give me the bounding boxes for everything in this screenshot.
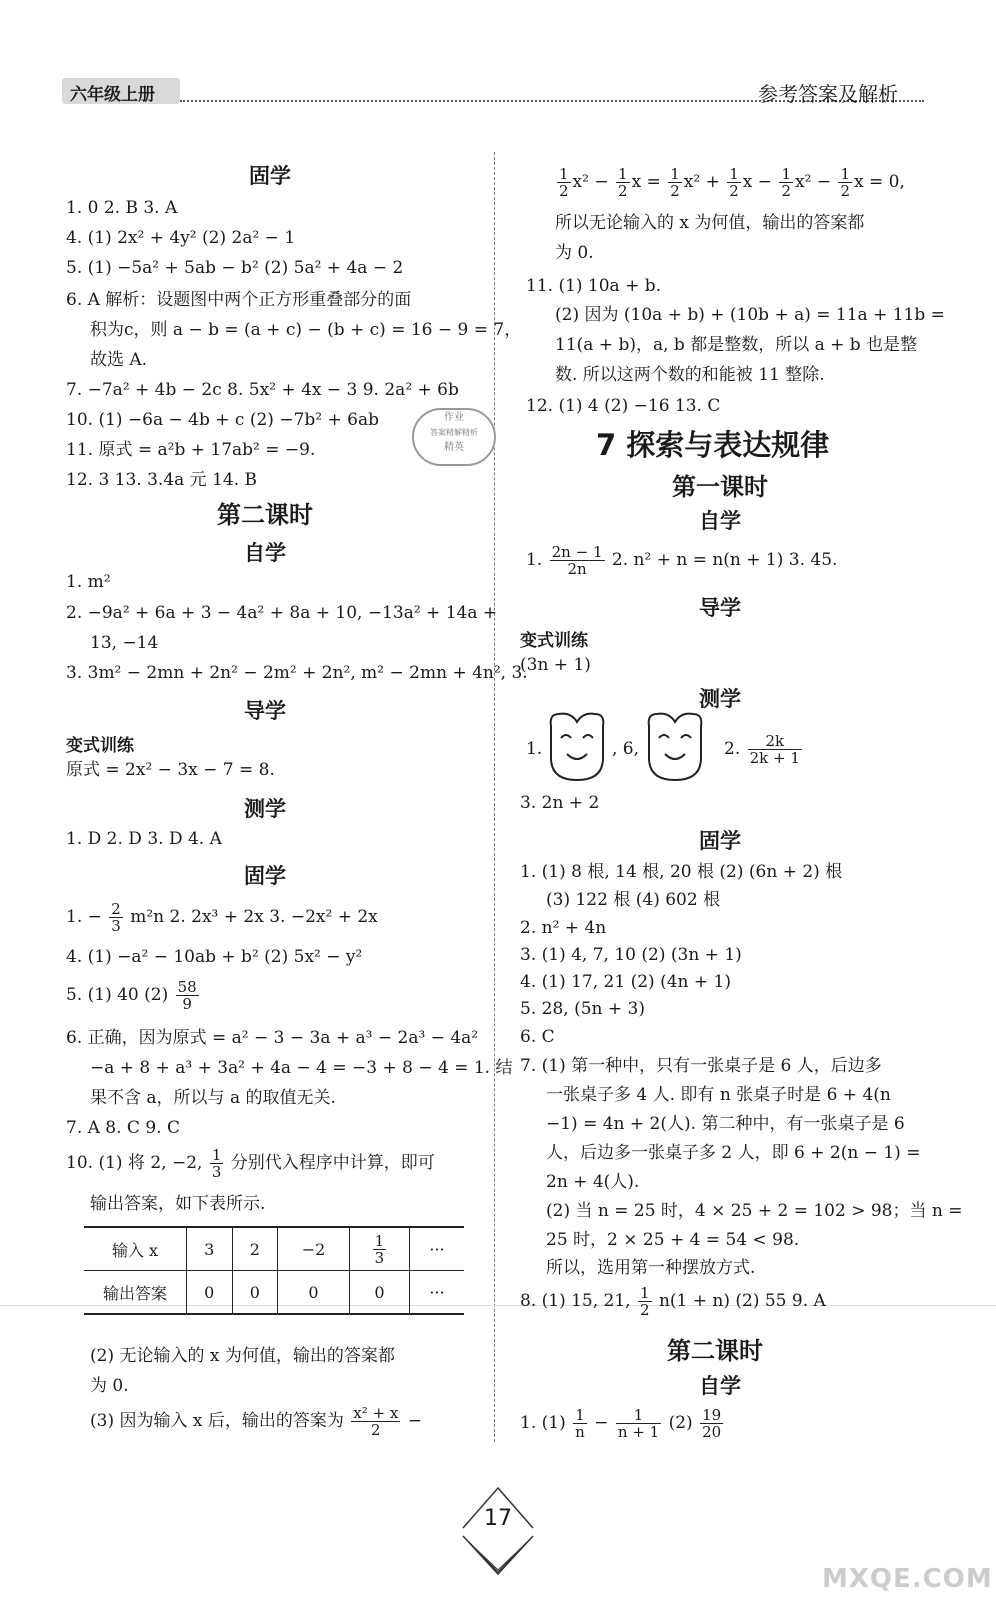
text: x = 0, bbox=[854, 172, 905, 192]
answer-line: 7. A 8. C 9. C bbox=[66, 1118, 180, 1138]
answer-line: 2. n² + 4n bbox=[520, 918, 607, 938]
heading-bianshi-right: 变式训练 bbox=[520, 631, 588, 651]
text: x² + bbox=[683, 172, 720, 192]
fraction-den: 2 bbox=[670, 182, 680, 200]
fraction bbox=[550, 544, 605, 577]
answer-line bbox=[555, 163, 905, 201]
answer-line: 12. 3 13. 3.4a 元 14. B bbox=[66, 470, 258, 490]
answer-line: 原式 = 2x² − 3x − 7 = 8. bbox=[66, 760, 275, 780]
answer-line: −a + 8 + a³ + 3a² + 4a − 4 = −3 + 8 − 4 = 1. 结 bbox=[90, 1058, 513, 1078]
answer-line bbox=[520, 1281, 826, 1321]
fraction-den: 2 bbox=[729, 182, 739, 200]
text: m²n 2. 2x³ + 2x 3. −2x² + 2x bbox=[130, 907, 378, 927]
table-cell: 3 bbox=[187, 1227, 233, 1271]
fraction-num: 2 bbox=[111, 900, 121, 918]
fraction-num: 1 bbox=[840, 165, 850, 183]
answer-line: 3. 2n + 2 bbox=[520, 793, 600, 813]
table-cell: 0 bbox=[232, 1271, 278, 1315]
fraction-num: 1 bbox=[781, 165, 791, 183]
table-cell bbox=[349, 1227, 409, 1271]
table-cell: 0 bbox=[278, 1271, 350, 1315]
fraction-den: 3 bbox=[211, 1163, 222, 1181]
fraction-num: 1 bbox=[559, 165, 569, 183]
fraction bbox=[616, 166, 630, 199]
fraction-den: 9 bbox=[182, 995, 192, 1013]
table-row bbox=[84, 1227, 464, 1271]
fraction bbox=[373, 1233, 387, 1266]
fraction bbox=[351, 1405, 400, 1438]
text: x² − bbox=[794, 172, 832, 192]
text: x = bbox=[631, 172, 661, 192]
fraction-num: 1 bbox=[618, 165, 628, 183]
answer-line: 输出答案，如下表所示. bbox=[90, 1194, 266, 1214]
answer-line: 一张桌子多 4 人. 即有 n 张桌子时是 6 + 4(n bbox=[546, 1085, 891, 1105]
answer-line: 1. D 2. D 3. D 4. A bbox=[66, 829, 222, 849]
fraction-den: 2 bbox=[559, 182, 569, 200]
fraction bbox=[668, 166, 682, 199]
answer-line: 1. bbox=[526, 739, 543, 759]
text: 10. (1) 将 2, −2, bbox=[66, 1153, 203, 1173]
heading-guxue-2: 固学 bbox=[244, 864, 286, 888]
answer-line: 2. −9a² + 6a + 3 − 4a² + 8a + 10, −13a² + 14a + bbox=[66, 603, 498, 623]
answer-line: 12. (1) 4 (2) −16 13. C bbox=[526, 396, 721, 416]
text: − bbox=[594, 1413, 609, 1433]
answer-line: 为 0. bbox=[90, 1376, 129, 1396]
fraction-num: 1 bbox=[211, 1146, 222, 1164]
stamp-top: 作业 bbox=[444, 412, 464, 423]
fraction-den: 3 bbox=[374, 1248, 385, 1267]
fraction-den: n + 1 bbox=[617, 1423, 660, 1441]
answer-line: 3. (1) 4, 7, 10 (2) (3n + 1) bbox=[520, 945, 742, 965]
answer-line bbox=[526, 540, 837, 580]
text: 分别代入程序中计算，即可 bbox=[230, 1153, 435, 1173]
table-cell: ··· bbox=[409, 1227, 464, 1271]
answer-line: (3n + 1) bbox=[520, 655, 591, 675]
answer-line bbox=[724, 729, 804, 769]
fraction-den: 2 bbox=[781, 182, 791, 200]
answer-line: 4. (1) −a² − 10ab + b² (2) 5x² − y² bbox=[66, 947, 363, 967]
answer-line bbox=[66, 898, 378, 936]
fraction bbox=[727, 166, 741, 199]
fraction bbox=[109, 901, 123, 934]
answer-line bbox=[520, 1403, 725, 1443]
answer-line: 果不含 a，所以与 a 的取值无关. bbox=[90, 1088, 336, 1108]
chapter-title: 7 探索与表达规律 bbox=[596, 428, 830, 462]
answer-line: 11(a + b)，a, b 都是整数，所以 a + b 也是整 bbox=[555, 335, 918, 355]
answer-line: 3. 3m² − 2mn + 2n² − 2m² + 2n², m² − 2mn + 4n², 3. bbox=[66, 663, 528, 683]
stamp-seal bbox=[412, 408, 496, 466]
answer-line: 故选 A. bbox=[90, 350, 148, 370]
heading-zixue: 自学 bbox=[244, 541, 286, 565]
text: (2) bbox=[668, 1413, 693, 1433]
text: x − bbox=[742, 172, 773, 192]
heading-cexue-right: 测学 bbox=[699, 687, 741, 711]
text: 2. bbox=[724, 739, 741, 759]
fraction bbox=[700, 1407, 723, 1440]
answer-line: 所以无论输入的 x 为何值，输出的答案都 bbox=[555, 213, 865, 233]
fraction bbox=[210, 1147, 224, 1180]
heading-daoxue: 导学 bbox=[244, 699, 286, 723]
fraction-num: x² + x bbox=[353, 1404, 399, 1422]
fraction bbox=[779, 166, 793, 199]
heading-daoxue-right: 导学 bbox=[699, 596, 741, 620]
answer-line: , 6, bbox=[612, 739, 640, 759]
answer-line bbox=[66, 976, 201, 1014]
answer-line: 积为c，则 a − b = (a + c) − (b + c) = 16 − 9 = 7， bbox=[90, 320, 522, 340]
answer-line: 4. (1) 17, 21 (2) (4n + 1) bbox=[520, 972, 731, 992]
fraction-den: n bbox=[575, 1423, 585, 1441]
fraction-den: 3 bbox=[111, 917, 121, 935]
header-section-title: 参考答案及解析 bbox=[758, 82, 898, 106]
smiley-face-icon bbox=[643, 708, 707, 784]
fraction-num: 1 bbox=[573, 1407, 587, 1424]
table-cell: 0 bbox=[349, 1271, 409, 1315]
smiley-face-icon bbox=[545, 708, 609, 784]
answer-line: 6. C bbox=[520, 1027, 555, 1047]
answer-line: 1. m² bbox=[66, 572, 111, 592]
fraction-num: 58 bbox=[177, 978, 197, 996]
fraction bbox=[176, 979, 199, 1012]
page-number: 17 bbox=[484, 1506, 512, 1531]
table-cell: 输入 x bbox=[84, 1227, 187, 1271]
answer-line: 11. 原式 = a²b + 17ab² = −9. bbox=[66, 440, 316, 460]
heading-guxue-1: 固学 bbox=[249, 164, 291, 188]
input-output-table bbox=[84, 1226, 464, 1315]
fraction-num: 1 bbox=[640, 1284, 650, 1302]
fraction-den: 2 bbox=[618, 182, 628, 200]
heading-lesson-2-right: 第二课时 bbox=[667, 1337, 763, 1365]
fraction bbox=[638, 1285, 652, 1318]
fraction-den: 2 bbox=[371, 1421, 381, 1439]
heading-guxue-right: 固学 bbox=[699, 829, 741, 853]
table-cell: 0 bbox=[187, 1271, 233, 1315]
text: − bbox=[407, 1411, 422, 1431]
fraction-den: 20 bbox=[702, 1423, 722, 1441]
answer-line: 2n + 4(人). bbox=[546, 1172, 640, 1192]
table-cell: 输出答案 bbox=[84, 1271, 187, 1315]
fraction-den: 2n bbox=[567, 560, 587, 578]
fraction-num: 1 bbox=[374, 1231, 385, 1250]
stamp-middle: 答案精解精析 bbox=[430, 428, 478, 437]
stamp-bottom: 精英 bbox=[444, 442, 464, 453]
answer-line: 5. (1) −5a² + 5ab − b² (2) 5a² + 4a − 2 bbox=[66, 258, 404, 278]
answer-line: 4. (1) 2x² + 4y² (2) 2a² − 1 bbox=[66, 228, 296, 248]
heading-lesson-1: 第一课时 bbox=[672, 473, 768, 501]
text: 1. − bbox=[66, 907, 102, 927]
answer-line: 为 0. bbox=[555, 243, 594, 263]
answer-line: (2) 当 n = 25 时，4 × 25 + 2 = 102 > 98；当 n = bbox=[546, 1201, 963, 1221]
text: 5. (1) 40 (2) bbox=[66, 985, 169, 1005]
text: 1. bbox=[526, 550, 543, 570]
answer-line: (2) 因为 (10a + b) + (10b + a) = 11a + 11b = bbox=[555, 305, 945, 325]
heading-bianshi: 变式训练 bbox=[66, 736, 134, 756]
fraction-den: 2k + 1 bbox=[749, 749, 800, 767]
answer-line: 7. (1) 第一种中，只有一张桌子是 6 人，后边多 bbox=[520, 1056, 882, 1076]
answer-line: 所以，选用第一种摆放方式. bbox=[546, 1258, 756, 1278]
fraction-den: 2 bbox=[840, 182, 850, 200]
table-cell: −2 bbox=[278, 1227, 350, 1271]
answer-line: 10. (1) −6a − 4b + c (2) −7b² + 6ab bbox=[66, 410, 379, 430]
answer-line: 25 时，2 × 25 + 4 = 54 < 98. bbox=[546, 1230, 800, 1250]
table-row bbox=[84, 1271, 464, 1315]
fraction bbox=[748, 733, 802, 766]
header-book-tab bbox=[62, 78, 180, 104]
fraction-den: 2 bbox=[640, 1301, 650, 1319]
answer-line: 13, −14 bbox=[90, 633, 159, 653]
table-cell: ··· bbox=[409, 1271, 464, 1315]
column-divider bbox=[494, 152, 495, 1442]
fraction bbox=[573, 1407, 587, 1440]
text: x² − bbox=[572, 172, 609, 192]
answer-line: (3) 122 根 (4) 602 根 bbox=[546, 890, 721, 910]
text: (3) 因为输入 x 后，输出的答案为 bbox=[90, 1411, 344, 1431]
fraction-num: 19 bbox=[702, 1406, 722, 1424]
answer-line: 11. (1) 10a + b. bbox=[526, 276, 662, 296]
answer-line: (2) 无论输入的 x 为何值，输出的答案都 bbox=[90, 1346, 395, 1366]
answer-line: 人，后边多一张桌子多 2 人，即 6 + 2(n − 1) = bbox=[546, 1143, 921, 1163]
heading-cexue: 测学 bbox=[244, 797, 286, 821]
header-book-label: 六年级上册 bbox=[70, 85, 155, 105]
fraction bbox=[616, 1407, 661, 1440]
fraction-num: 1 bbox=[670, 165, 680, 183]
fraction-num: 1 bbox=[729, 165, 739, 183]
answer-line: −1) = 4n + 2(人). 第二种中，有一张桌子是 6 bbox=[546, 1114, 905, 1134]
answer-line: 1. 0 2. B 3. A bbox=[66, 198, 178, 218]
answer-line bbox=[66, 1144, 435, 1182]
text: 1. (1) bbox=[520, 1413, 566, 1433]
heading-zixue-right: 自学 bbox=[699, 509, 741, 533]
fraction-num: 2k bbox=[748, 733, 802, 750]
fraction bbox=[557, 166, 571, 199]
heading-zixue2-right: 自学 bbox=[699, 1374, 741, 1398]
fraction-num: 1 bbox=[616, 1407, 661, 1424]
text: 8. (1) 15, 21, bbox=[520, 1291, 631, 1311]
answer-line: 6. 正确，因为原式 = a² − 3 − 3a + a³ − 2a³ − 4a² bbox=[66, 1028, 479, 1048]
watermark: MXQE.COM bbox=[822, 1564, 993, 1594]
answer-line: 数. 所以这两个数的和能被 11 整除. bbox=[555, 365, 825, 385]
text: 2. n² + n = n(n + 1) 3. 45. bbox=[611, 550, 838, 570]
table-cell: 2 bbox=[232, 1227, 278, 1271]
text: n(1 + n) (2) 55 9. A bbox=[658, 1291, 826, 1311]
fraction bbox=[838, 166, 852, 199]
answer-line: 7. −7a² + 4b − 2c 8. 5x² + 4x − 3 9. 2a² + 6b bbox=[66, 380, 459, 400]
answer-line: 1. (1) 8 根, 14 根, 20 根 (2) (6n + 2) 根 bbox=[520, 862, 843, 882]
answer-line: 5. 28, (5n + 3) bbox=[520, 999, 645, 1019]
heading-lesson-2: 第二课时 bbox=[217, 501, 313, 529]
answer-line: 6. A 解析：设题图中两个正方形重叠部分的面 bbox=[66, 290, 412, 310]
answer-line bbox=[90, 1402, 422, 1440]
fraction-num: 2n − 1 bbox=[551, 543, 603, 561]
